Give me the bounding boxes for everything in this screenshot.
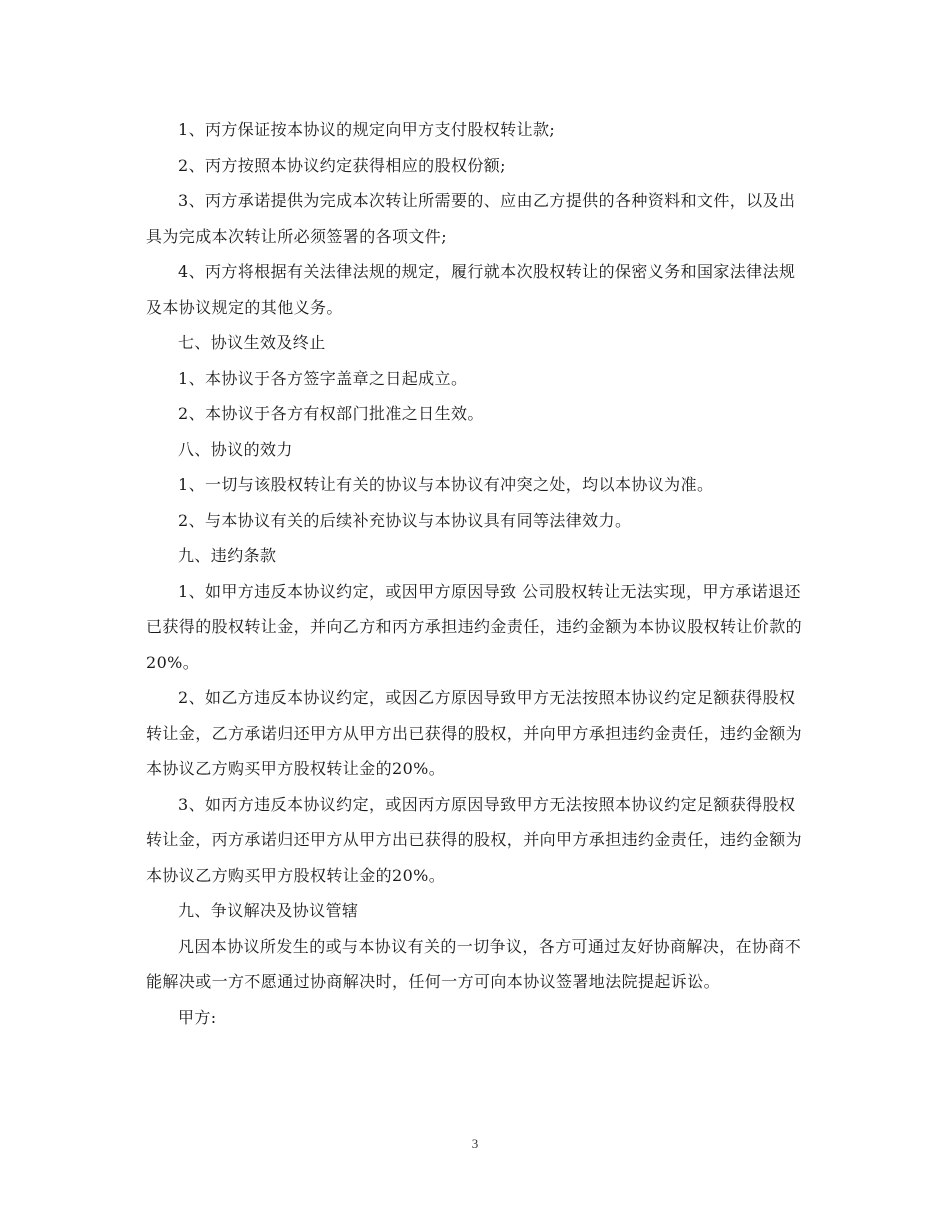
section-heading-effectiveness: 七、协议生效及终止 bbox=[178, 333, 326, 352]
paragraph-2: 2、丙方按照本协议约定获得相应的股权份额; bbox=[178, 155, 506, 175]
paragraph-16: 凡因本协议所发生的或与本协议有关的一切争议，各方可通过友好协商解决，在协商不能解决或一方不愿通过协商解决时，任何一方可向本协议签署地法院提起诉讼。 bbox=[146, 936, 802, 991]
page-number: 3 bbox=[471, 1136, 479, 1151]
paragraph-7: 2、本协议于各方有权部门批准之日生效。 bbox=[178, 404, 484, 423]
paragraph-9: 1、一切与该股权转让有关的协议与本协议有冲突之处，均以本协议为准。 bbox=[178, 475, 714, 494]
paragraph-13: 2、如乙方违反本协议约定，或因乙方原因导致甲方无法按照本协议约定足额获得股权转让金，乙方承诺归还甲方从甲方出已获得的股权，并向甲方承担违约金责任，违约金额为本协议乙方购买甲方股权转让金的20%。 bbox=[146, 688, 803, 778]
paragraph-3: 3、丙方承诺提供为完成本次转让所需要的、应由乙方提供的各种资料和文件，以及出具为完成本次转让所必须签署的各项文件; bbox=[146, 191, 796, 246]
paragraph-4: 4、丙方将根据有关法律法规的规定，履行就本次股权转让的保密义务和国家法律法规及本协议规定的其他义务。 bbox=[146, 262, 796, 317]
paragraph-1: 1、丙方保证按本协议的规定向甲方支付股权转让款; bbox=[178, 120, 556, 139]
section-heading-validity: 八、协议的效力 bbox=[178, 439, 293, 459]
section-heading-dispute: 九、争议解决及协议管辖 bbox=[178, 901, 359, 920]
paragraph-12: 1、如甲方违反本协议约定，或因甲方原因导致 公司股权转让无法实现，甲方承诺退还已获得的股权转让金，并向乙方和丙方承担违约金责任，违约金额为本协议股权转让价款的20%。 bbox=[146, 581, 803, 672]
paragraph-14: 3、如丙方违反本协议约定，或因丙方原因导致甲方无法按照本协议约定足额获得股权转让金，丙方承诺归还甲方从甲方出已获得的股权，并向甲方承担违约金责任，违约金额为本协议乙方购买甲方股权转让金的20%。 bbox=[146, 794, 803, 885]
document-page bbox=[146, 112, 810, 1035]
section-heading-breach: 九、违约条款 bbox=[178, 546, 277, 565]
paragraph-6: 1、本协议于各方签字盖章之日起成立。 bbox=[178, 368, 468, 388]
signature-party-a: 甲方: bbox=[178, 1007, 217, 1027]
paragraph-10: 2、与本协议有关的后续补充协议与本协议具有同等法律效力。 bbox=[178, 510, 632, 530]
